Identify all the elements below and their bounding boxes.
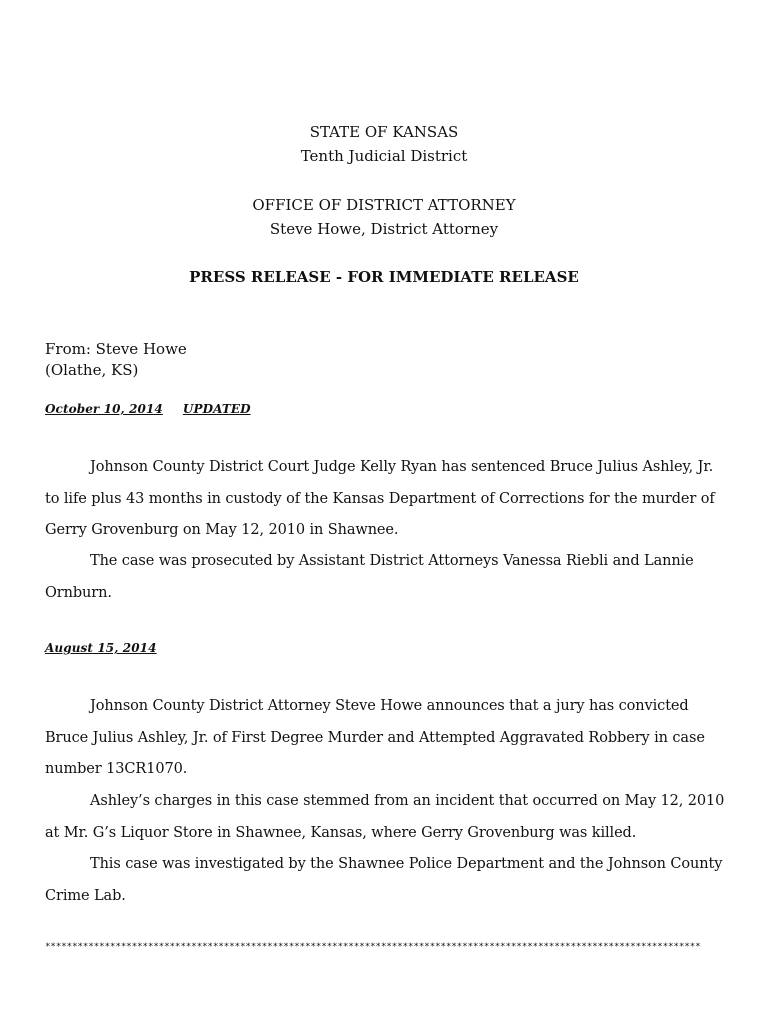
from-line: From: Steve Howe	[45, 340, 187, 358]
updated-tag: UPDATED	[182, 402, 251, 416]
state-heading: STATE OF KANSAS	[309, 123, 459, 141]
update-date-august: August 15, 2014	[45, 641, 157, 655]
paragraph-conviction: Johnson County District Attorney Steve Howe announces that a jury has convicted Bruce Julius Ashley, Jr. of First Degree Murder and Attempted Aggravated Robbery in case number 13CR1070.	[45, 698, 705, 777]
attorney-heading: Steve Howe, District Attorney	[269, 220, 499, 238]
office-heading: OFFICE OF DISTRICT ATTORNEY	[252, 196, 516, 214]
paragraph-charges: Ashley’s charges in this case stemmed from an incident that occurred on May 12, 2010 at Mr. G’s Liquor Store in Shawnee, Kansas, where Gerry Grovenburg was killed.	[45, 793, 725, 841]
from-location: (Olathe, KS)	[45, 361, 139, 379]
asterisk-separator: *************************************************************************************************************************	[45, 942, 701, 952]
paragraph-prosecution: The case was prosecuted by Assistant District Attorneys Vanessa Riebli and Lannie Ornburn.	[45, 553, 694, 601]
update-date-text: October 10, 2014	[45, 402, 163, 416]
release-title: PRESS RELEASE - FOR IMMEDIATE RELEASE	[189, 268, 579, 286]
district-heading: Tenth Judicial District	[300, 147, 468, 165]
paragraph-investigation: This case was investigated by the Shawnee Police Department and the Johnson County Crime Lab.	[45, 856, 723, 904]
update-date-october	[45, 402, 251, 416]
paragraph-sentencing: Johnson County District Court Judge Kelly Ryan has sentenced Bruce Julius Ashley, Jr. to life plus 43 months in custody of the Kansas Department of Corrections for the murder of Gerry Grovenburg on May 12, 2010 in Shawnee.	[45, 459, 715, 538]
